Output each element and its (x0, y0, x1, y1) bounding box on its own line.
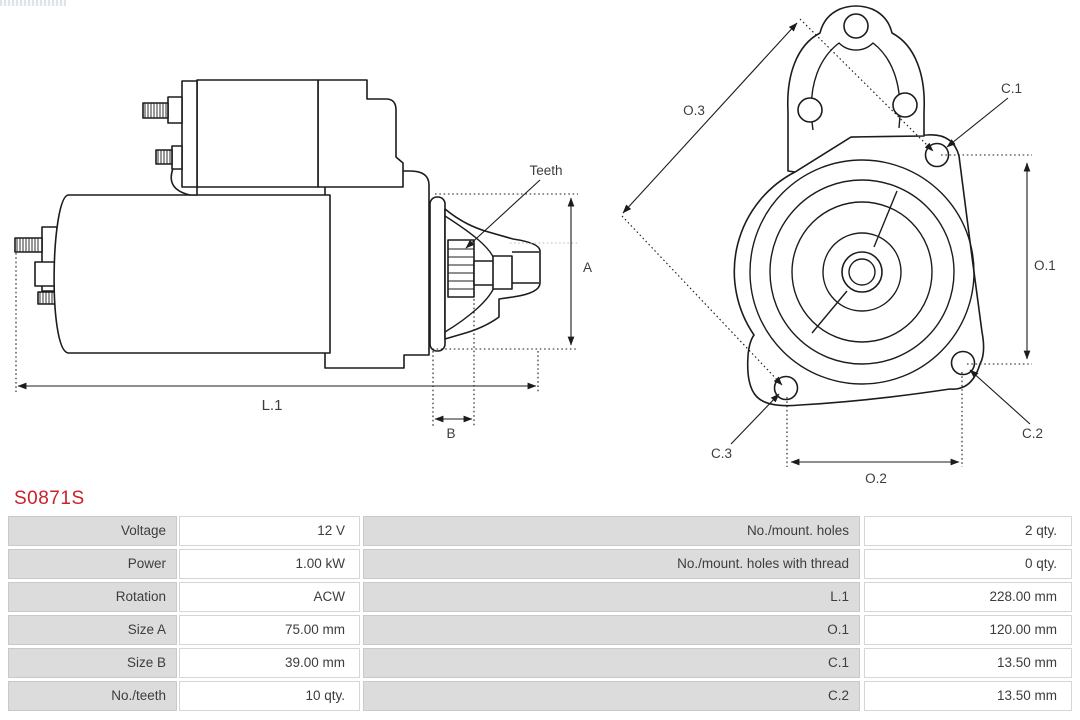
spec-value-cell: 0 qty. (864, 549, 1072, 579)
solenoid-endcap (182, 81, 197, 187)
dome-hole-top (844, 14, 868, 38)
spec-value-cell: 228.00 mm (864, 582, 1072, 612)
solenoid-stud-top (143, 103, 168, 118)
starter-front-view (622, 6, 1056, 486)
solenoid-front (318, 80, 403, 187)
spec-label-cell: C.1 (363, 648, 860, 678)
dim-O3-label: O.3 (683, 103, 705, 118)
solenoid-body (197, 80, 318, 187)
spec-label-cell: No./mount. holes with thread (363, 549, 860, 579)
table-row (8, 549, 1072, 579)
spec-value-cell: 13.50 mm (864, 648, 1072, 678)
table-row (8, 516, 1072, 546)
callout-C1-label: C.1 (1001, 81, 1023, 96)
spec-value-cell: 1.00 kW (179, 549, 360, 579)
spec-value-cell: 120.00 mm (864, 615, 1072, 645)
spec-table (8, 516, 1072, 714)
dim-O1-label: O.1 (1034, 258, 1056, 273)
dome-hole-left (798, 98, 822, 122)
spec-label-cell: Size A (8, 615, 177, 645)
teeth-label: Teeth (529, 163, 563, 178)
spec-value-cell: 10 qty. (179, 681, 360, 711)
callout-C3-label: C.3 (711, 446, 733, 461)
spec-label-cell: Voltage (8, 516, 177, 546)
shaft-cap (493, 256, 512, 289)
stud-washer-bottom (172, 146, 182, 169)
logo-fragment-icon (0, 0, 66, 6)
table-row (8, 681, 1072, 711)
dim-O2-label: O.2 (865, 471, 887, 486)
callout-C1-leader (947, 98, 1008, 147)
spec-label-cell: O.1 (363, 615, 860, 645)
spec-label-cell: No./mount. holes (363, 516, 860, 546)
part-number: S0871S (14, 488, 85, 509)
mount-hole-c3 (775, 377, 798, 400)
spec-label-cell: C.2 (363, 681, 860, 711)
spec-value-cell: 13.50 mm (864, 681, 1072, 711)
dim-O3-line (623, 23, 797, 213)
drive-bracket (325, 171, 429, 368)
spec-label-cell: No./teeth (8, 681, 177, 711)
dim-A-label: A (583, 260, 593, 275)
spec-label-cell: Size B (8, 648, 177, 678)
spec-value-cell: 39.00 mm (179, 648, 360, 678)
spec-value-cell: ACW (179, 582, 360, 612)
table-row (8, 648, 1072, 678)
spec-value-cell: 12 V (179, 516, 360, 546)
callout-C3-leader (731, 394, 779, 444)
mount-flange-face (430, 197, 445, 351)
shaft-bore (842, 252, 882, 292)
spec-value-cell: 75.00 mm (179, 615, 360, 645)
table-row (8, 615, 1072, 645)
callout-C2-leader (970, 370, 1030, 424)
starter-side-view (15, 80, 592, 441)
spec-label-cell: L.1 (363, 582, 860, 612)
dim-B-label: B (446, 426, 456, 441)
table-row (8, 582, 1072, 612)
dome-hole-right (893, 93, 917, 117)
callout-C2-label: C.2 (1022, 426, 1044, 441)
motor-body (54, 195, 330, 353)
spec-label-cell: Rotation (8, 582, 177, 612)
stud-washer-top (168, 97, 182, 123)
dim-L1-label: L.1 (261, 397, 283, 414)
spec-label-cell: Power (8, 549, 177, 579)
spec-value-cell: 2 qty. (864, 516, 1072, 546)
